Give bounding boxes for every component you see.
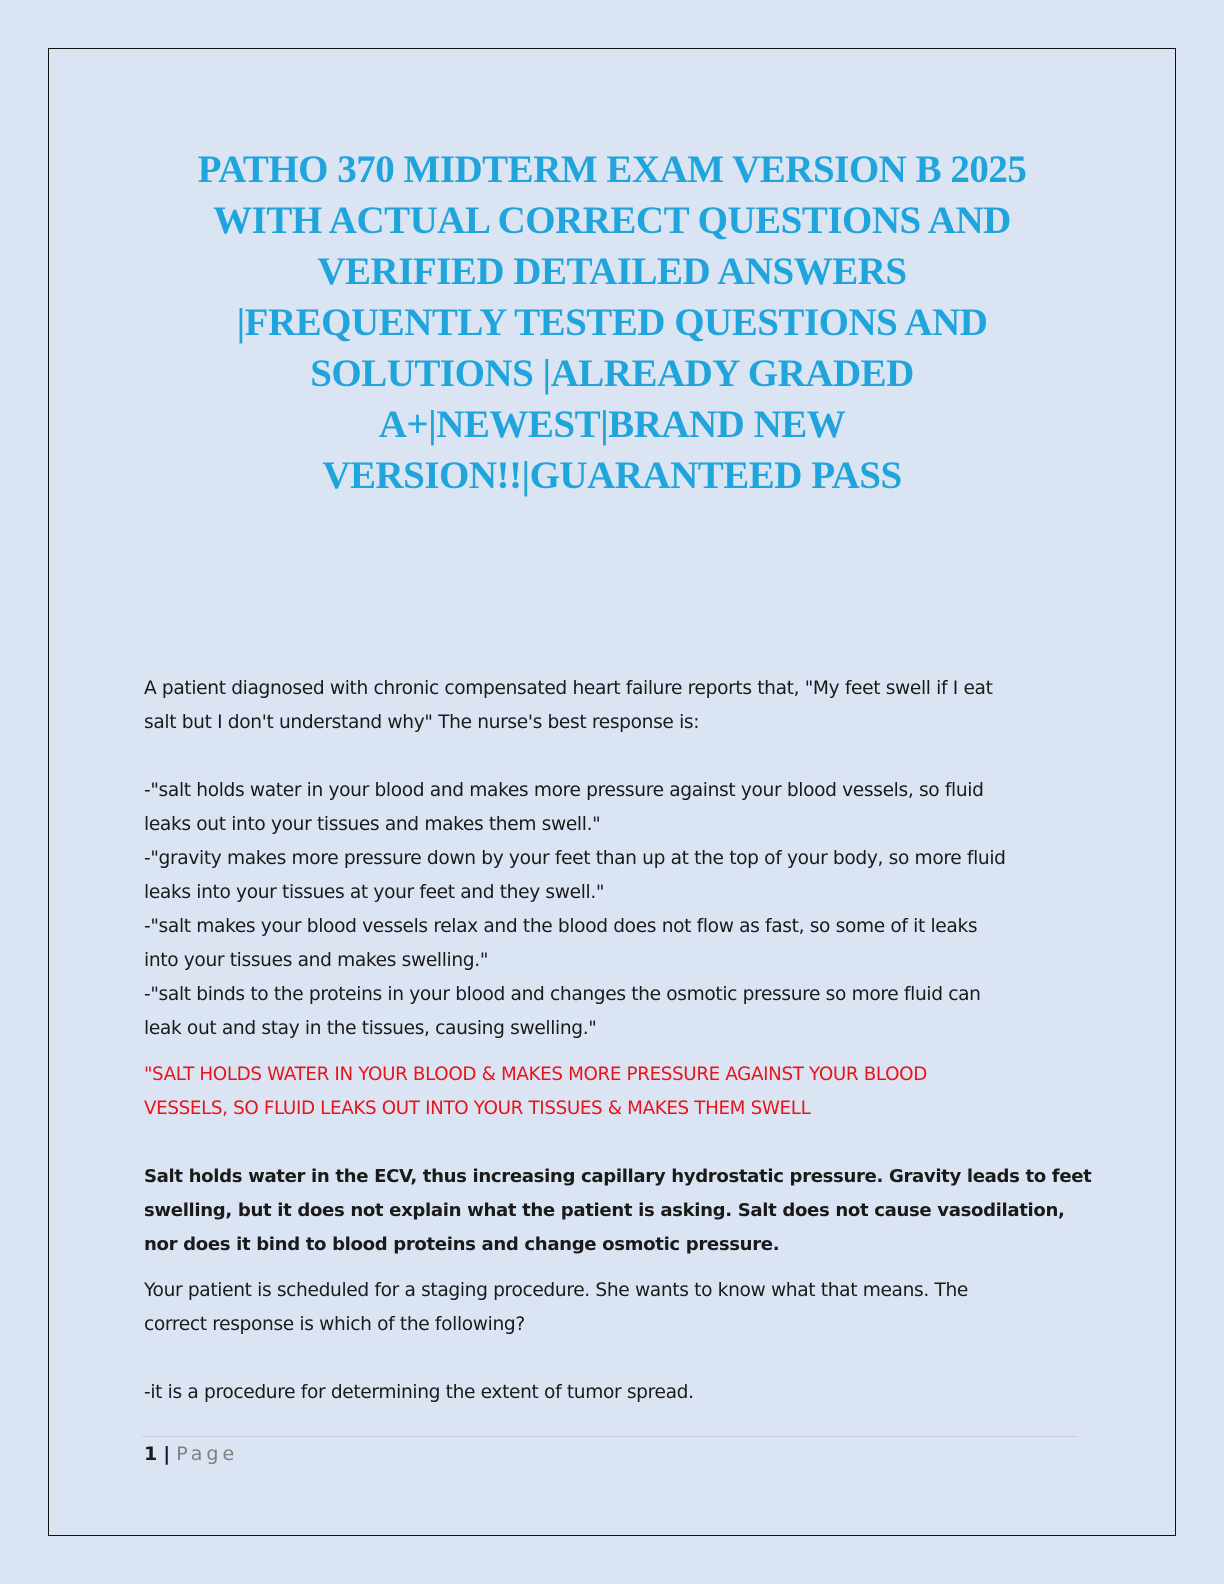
question-2 [144,1274,1084,1410]
document-body [144,672,1092,1410]
option-line: leaks into your tissues at your feet and they swell." [144,882,605,903]
rationale-line: swelling, but it does not explain what the patient is asking. Salt does not cause vasodilation, [144,1200,1065,1221]
option-line: leaks out into your tissues and makes them swell." [144,814,601,835]
title-line: PATHO 370 MIDTERM EXAM VERSION B 2025 [197,148,1027,191]
option-line: -it is a procedure for determining the extent of tumor spread. [144,1382,694,1403]
question-1 [144,672,1092,1262]
title-line: WITH ACTUAL CORRECT QUESTIONS AND [213,199,1011,242]
footer-divider [142,1436,1076,1437]
title-line: SOLUTIONS |ALREADY GRADED [310,352,914,395]
title-line: VERIFIED DETAILED ANSWERS [317,250,907,293]
question-stem-line: A patient diagnosed with chronic compensated heart failure reports that, "My feet swell if I eat [144,678,993,699]
option-line: -"salt holds water in your blood and makes more pressure against your blood vessels, so fluid [144,780,984,801]
title-line: |FREQUENTLY TESTED QUESTIONS AND [236,301,988,344]
title-line: A+|NEWEST|BRAND NEW [378,403,846,446]
option-line: into your tissues and makes swelling." [144,950,489,971]
page-footer [144,1440,238,1468]
option-line: leak out and stay in the tissues, causing swelling." [144,1018,597,1039]
rationale-line: nor does it bind to blood proteins and change osmotic pressure. [144,1234,780,1255]
page-number: 1 [144,1443,158,1465]
option-line: -"salt makes your blood vessels relax and the blood does not flow as fast, so some of it leaks [144,916,978,937]
blank-line [144,1342,1084,1376]
page-label: Page [176,1443,239,1465]
question-stem-line: Your patient is scheduled for a staging procedure. She wants to know what that means. The [144,1280,969,1301]
rationale-line: Salt holds water in the ECV, thus increasing capillary hydrostatic pressure. Gravity leads to feet [144,1166,1092,1187]
blank-line [144,740,1084,774]
option-line: -"gravity makes more pressure down by your feet than up at the top of your body, so more fluid [144,848,1006,869]
blank-line [144,1126,1084,1160]
footer-separator: | [163,1443,171,1465]
option-line: -"salt binds to the proteins in your blood and changes the osmotic pressure so more fluid can [144,984,981,1005]
question-stem-line: correct response is which of the following? [144,1314,525,1335]
question-stem-line: salt but I don't understand why" The nurse's best response is: [144,712,700,733]
answer-line: VESSELS, SO FLUID LEAKS OUT INTO YOUR TISSUES & MAKES THEM SWELL [144,1098,811,1119]
document-title [120,144,1104,501]
answer-line: "SALT HOLDS WATER IN YOUR BLOOD & MAKES MORE PRESSURE AGAINST YOUR BLOOD [144,1064,927,1085]
title-line: VERSION!!|GUARANTEED PASS [322,454,902,497]
